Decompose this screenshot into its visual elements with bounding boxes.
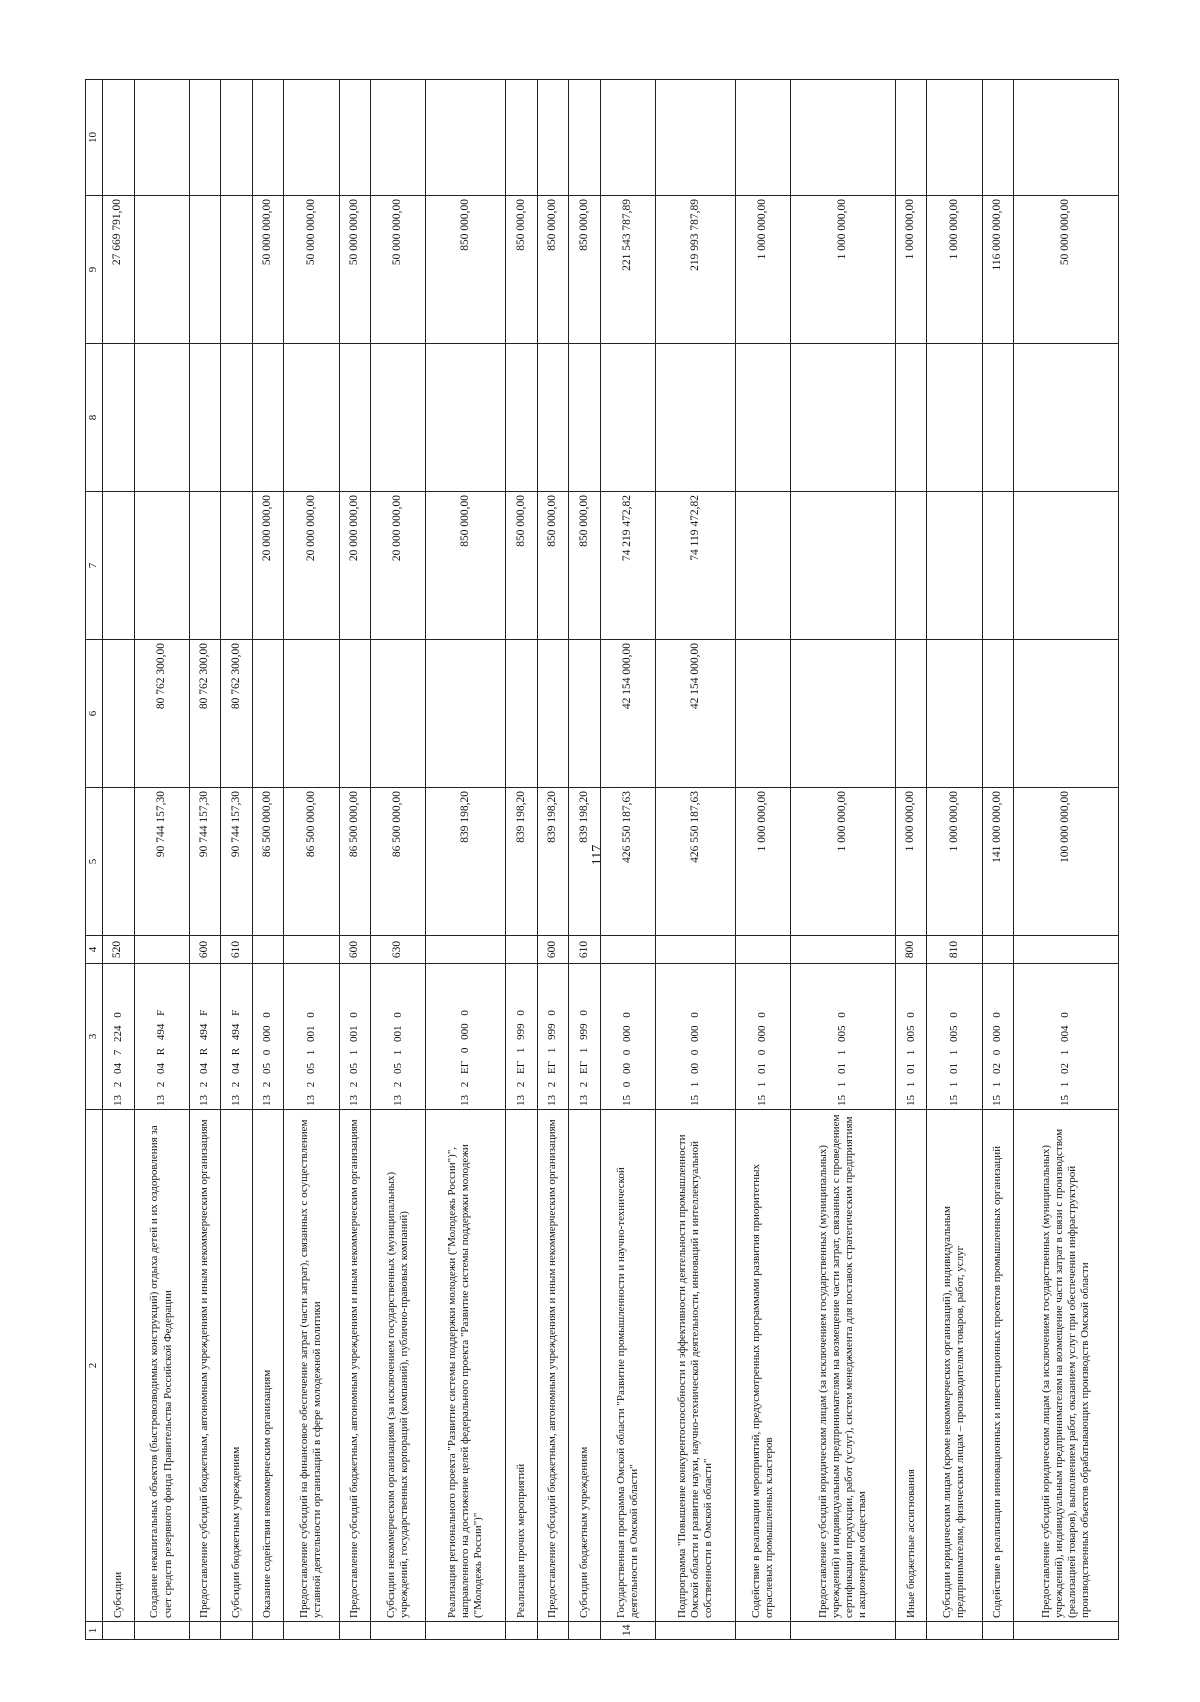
row-code: 15 1 01 1 005 0	[927, 964, 982, 1110]
row-col9-amount: 50 000 000,00	[371, 196, 426, 344]
row-col9-amount: 219 993 787,89	[656, 196, 736, 344]
row-col5-amount: 839 198,20	[569, 788, 601, 936]
row-col8-amount	[134, 344, 189, 492]
row-name: Субсидии некоммерческим организациям (за исключением государственных (муниципальных) учреждений, государственных корпораций (компаний), публично-правовых компаний)	[371, 1110, 426, 1622]
table-row	[284, 80, 339, 1640]
row-number	[371, 1622, 426, 1640]
row-col9-amount: 1 000 000,00	[927, 196, 982, 344]
row-col7-amount: 20 000 000,00	[252, 492, 284, 640]
row-number	[339, 1622, 371, 1640]
row-col9-amount: 50 000 000,00	[339, 196, 371, 344]
row-col8-amount	[791, 344, 896, 492]
row-name: Предоставление субсидий на финансовое обеспечение затрат (части затрат), связанных с осуществлением уставной деятельности организаций в сфере молодежной политики	[284, 1110, 339, 1622]
row-col8-amount	[927, 344, 982, 492]
row-name: Реализация регионального проекта "Развитие системы поддержки молодежи ("Молодежь России")", направленного на достижение целей федерального проекта "Развитие системы поддержки молодежи ("Молодежь России")"	[426, 1110, 506, 1622]
row-col8-amount	[221, 344, 253, 492]
row-col5-amount: 141 000 000,00	[982, 788, 1014, 936]
row-name: Иные бюджетные ассигнования	[895, 1110, 927, 1622]
row-col7-amount	[189, 492, 221, 640]
row-col5-amount: 86 500 000,00	[371, 788, 426, 936]
row-code: 13 2 04 R 494 F	[134, 964, 189, 1110]
table-row	[426, 80, 506, 1640]
row-col7-amount: 850 000,00	[506, 492, 538, 640]
row-col6-amount: 42 154 000,00	[600, 640, 655, 788]
row-col7-amount	[103, 492, 135, 640]
row-col5-amount: 90 744 157,30	[134, 788, 189, 936]
row-number	[791, 1622, 896, 1640]
row-col10-amount	[134, 80, 189, 196]
row-col5-amount: 86 500 000,00	[339, 788, 371, 936]
row-expense-type: 630	[371, 936, 426, 964]
page-number: 117	[590, 844, 605, 866]
header-col-6: 6	[86, 640, 103, 788]
row-col8-amount	[103, 344, 135, 492]
row-col7-amount	[927, 492, 982, 640]
table-row	[221, 80, 253, 1640]
row-col7-amount: 74 119 472,82	[656, 492, 736, 640]
row-col5-amount: 426 550 187,63	[656, 788, 736, 936]
row-col8-amount	[600, 344, 655, 492]
row-name: Предоставление субсидий бюджетным, автономным учреждениям и иным некоммерческим организациям	[339, 1110, 371, 1622]
row-col7-amount	[221, 492, 253, 640]
row-col9-amount: 850 000,00	[569, 196, 601, 344]
row-col6-amount	[339, 640, 371, 788]
row-code: 15 1 02 1 004 0	[1014, 964, 1119, 1110]
budget-table-page	[85, 80, 1119, 1640]
row-col6-amount	[569, 640, 601, 788]
table-row	[927, 80, 982, 1640]
row-col5-amount: 86 500 000,00	[284, 788, 339, 936]
row-col10-amount	[656, 80, 736, 196]
row-col6-amount: 80 762 300,00	[134, 640, 189, 788]
row-col5-amount: 90 744 157,30	[189, 788, 221, 936]
row-col6-amount	[927, 640, 982, 788]
row-col8-amount	[189, 344, 221, 492]
row-col10-amount	[1014, 80, 1119, 196]
row-col10-amount	[569, 80, 601, 196]
row-col9-amount: 116 000 000,00	[982, 196, 1014, 344]
header-col-5: 5	[86, 788, 103, 936]
row-code: 15 1 02 0 000 0	[982, 964, 1014, 1110]
row-col7-amount: 850 000,00	[537, 492, 569, 640]
row-code: 13 2 ЕГ 1 999 0	[569, 964, 601, 1110]
header-col-3: 3	[86, 964, 103, 1110]
row-number	[569, 1622, 601, 1640]
row-number	[927, 1622, 982, 1640]
row-col9-amount: 1 000 000,00	[735, 196, 790, 344]
row-col7-amount	[735, 492, 790, 640]
row-col5-amount: 839 198,20	[426, 788, 506, 936]
row-col9-amount	[221, 196, 253, 344]
table-row	[189, 80, 221, 1640]
row-expense-type: 810	[927, 936, 982, 964]
row-col6-amount	[103, 640, 135, 788]
row-col6-amount: 42 154 000,00	[656, 640, 736, 788]
row-expense-type: 610	[221, 936, 253, 964]
table-row	[735, 80, 790, 1640]
row-expense-type	[791, 936, 896, 964]
row-code: 13 2 04 R 494 F	[189, 964, 221, 1110]
row-code: 15 1 00 0 000 0	[656, 964, 736, 1110]
table-row	[134, 80, 189, 1640]
row-col8-amount	[284, 344, 339, 492]
table-row	[339, 80, 371, 1640]
row-col10-amount	[189, 80, 221, 196]
row-col7-amount: 20 000 000,00	[371, 492, 426, 640]
table-row	[506, 80, 538, 1640]
table-row	[569, 80, 601, 1640]
row-col8-amount	[426, 344, 506, 492]
row-expense-type	[735, 936, 790, 964]
row-expense-type: 600	[339, 936, 371, 964]
row-col6-amount	[426, 640, 506, 788]
row-col5-amount: 1 000 000,00	[927, 788, 982, 936]
table-row	[371, 80, 426, 1640]
row-col10-amount	[252, 80, 284, 196]
row-number: 14	[600, 1622, 655, 1640]
row-name: Содействие в реализации мероприятий, предусмотренных программами развития приоритетных отраслевых промышленных кластеров	[735, 1110, 790, 1622]
row-name: Предоставление субсидий юридическим лицам (за исключением государственных (муниципальных) учреждений), индивидуальным предпринимателям на возмещение части затрат в связи с производством (реализацией товаров), выполнением работ, оказанием услуг при обеспечении инфраструктурой производственных объектов обрабатывающих производств Омской области	[1014, 1110, 1119, 1622]
table-row	[600, 80, 655, 1640]
row-col7-amount	[791, 492, 896, 640]
row-col6-amount	[284, 640, 339, 788]
row-expense-type	[1014, 936, 1119, 964]
row-expense-type	[982, 936, 1014, 964]
header-col-8: 8	[86, 344, 103, 492]
row-col9-amount: 50 000 000,00	[252, 196, 284, 344]
row-expense-type	[600, 936, 655, 964]
row-name: Реализация прочих мероприятий	[506, 1110, 538, 1622]
row-col6-amount	[506, 640, 538, 788]
row-col9-amount: 1 000 000,00	[895, 196, 927, 344]
row-code: 13 2 ЕГ 0 000 0	[426, 964, 506, 1110]
row-col6-amount	[982, 640, 1014, 788]
row-col7-amount: 74 219 472,82	[600, 492, 655, 640]
row-number	[656, 1622, 736, 1640]
row-code: 15 1 01 1 005 0	[895, 964, 927, 1110]
row-col5-amount: 839 198,20	[506, 788, 538, 936]
table-row	[252, 80, 284, 1640]
row-col7-amount	[134, 492, 189, 640]
row-number	[506, 1622, 538, 1640]
row-name: Содействие в реализации инновационных и инвестиционных проектов промышленных организаций	[982, 1110, 1014, 1622]
row-expense-type: 610	[569, 936, 601, 964]
row-col9-amount: 50 000 000,00	[1014, 196, 1119, 344]
row-col5-amount: 90 744 157,30	[221, 788, 253, 936]
row-number	[982, 1622, 1014, 1640]
row-name: Предоставление субсидий бюджетным, автономным учреждениям и иным некоммерческим организациям	[537, 1110, 569, 1622]
row-col5-amount: 1 000 000,00	[895, 788, 927, 936]
row-col5-amount	[103, 788, 135, 936]
row-code: 13 2 05 1 001 0	[371, 964, 426, 1110]
row-col6-amount	[1014, 640, 1119, 788]
table-row	[1014, 80, 1119, 1640]
header-col-2: 2	[86, 1110, 103, 1622]
row-col10-amount	[103, 80, 135, 196]
row-name: Предоставление субсидий бюджетным, автономным учреждениям и иным некоммерческим организациям	[189, 1110, 221, 1622]
row-col8-amount	[506, 344, 538, 492]
row-col8-amount	[537, 344, 569, 492]
row-col10-amount	[927, 80, 982, 196]
header-row	[86, 80, 103, 1640]
row-expense-type	[426, 936, 506, 964]
row-col6-amount: 80 762 300,00	[221, 640, 253, 788]
row-expense-type	[252, 936, 284, 964]
row-number	[134, 1622, 189, 1640]
row-col10-amount	[791, 80, 896, 196]
row-col5-amount: 1 000 000,00	[735, 788, 790, 936]
row-col9-amount: 50 000 000,00	[284, 196, 339, 344]
row-code: 13 2 05 0 000 0	[252, 964, 284, 1110]
row-expense-type: 800	[895, 936, 927, 964]
row-name: Субсидии бюджетным учреждениям	[221, 1110, 253, 1622]
row-name: Предоставление субсидий юридическим лицам (за исключением государственных (муниципальных) учреждений) и индивидуальным предпринимателям на возмещение части затрат, связанных с проведением сертификации продукции, работ (услуг), систем менеджмента для поставок стратегическим предприятиям и акционерным обществам	[791, 1110, 896, 1622]
table-row	[656, 80, 736, 1640]
row-number	[252, 1622, 284, 1640]
row-col7-amount: 20 000 000,00	[339, 492, 371, 640]
row-code: 13 2 ЕГ 1 999 0	[537, 964, 569, 1110]
table-row	[537, 80, 569, 1640]
budget-table	[85, 79, 1119, 1640]
row-col10-amount	[735, 80, 790, 196]
table-row	[895, 80, 927, 1640]
row-code: 13 2 04 R 494 F	[221, 964, 253, 1110]
row-col8-amount	[252, 344, 284, 492]
row-col8-amount	[339, 344, 371, 492]
row-name: Субсидии юридическим лицам (кроме некоммерческих организаций), индивидуальным предпринимателям, физическим лицам – производителям товаров, работ, услуг	[927, 1110, 982, 1622]
row-code: 15 1 01 1 005 0	[791, 964, 896, 1110]
row-col5-amount: 100 000 000,00	[1014, 788, 1119, 936]
row-code: 13 2 05 1 001 0	[284, 964, 339, 1110]
row-col6-amount	[252, 640, 284, 788]
row-col7-amount	[895, 492, 927, 640]
row-name: Подпрограмма "Повышение конкурентоспособности и эффективности деятельности промышленности Омской области и развитие науки, научно-технической деятельности, инноваций и интеллектуальной собственности в Омской области"	[656, 1110, 736, 1622]
row-col9-amount: 850 000,00	[426, 196, 506, 344]
row-col9-amount: 1 000 000,00	[791, 196, 896, 344]
row-number	[1014, 1622, 1119, 1640]
row-col5-amount: 86 500 000,00	[252, 788, 284, 936]
row-col9-amount	[189, 196, 221, 344]
row-expense-type	[134, 936, 189, 964]
row-number	[284, 1622, 339, 1640]
row-col10-amount	[371, 80, 426, 196]
row-col9-amount: 850 000,00	[506, 196, 538, 344]
row-col8-amount	[982, 344, 1014, 492]
row-code: 15 0 00 0 000 0	[600, 964, 655, 1110]
row-col5-amount: 1 000 000,00	[791, 788, 896, 936]
row-col6-amount	[735, 640, 790, 788]
row-col9-amount: 221 543 787,89	[600, 196, 655, 344]
row-code: 15 1 01 0 000 0	[735, 964, 790, 1110]
row-code: 13 2 04 7 224 0	[103, 964, 135, 1110]
row-number	[735, 1622, 790, 1640]
row-number	[221, 1622, 253, 1640]
row-col9-amount: 850 000,00	[537, 196, 569, 344]
row-expense-type	[506, 936, 538, 964]
row-col10-amount	[537, 80, 569, 196]
row-col10-amount	[339, 80, 371, 196]
row-col10-amount	[284, 80, 339, 196]
row-number	[103, 1622, 135, 1640]
row-col8-amount	[569, 344, 601, 492]
row-col8-amount	[895, 344, 927, 492]
row-col6-amount	[791, 640, 896, 788]
row-col6-amount	[537, 640, 569, 788]
row-col10-amount	[895, 80, 927, 196]
header-col-7: 7	[86, 492, 103, 640]
table-row	[982, 80, 1014, 1640]
row-name: Создание некапитальных объектов (быстровозводимых конструкций) отдыха детей и их оздоровления за счет средств резервного фонда Правительства Российской Федерации	[134, 1110, 189, 1622]
row-col10-amount	[506, 80, 538, 196]
row-name: Субсидии	[103, 1110, 135, 1622]
row-col6-amount: 80 762 300,00	[189, 640, 221, 788]
header-col-1: 1	[86, 1622, 103, 1640]
row-col10-amount	[600, 80, 655, 196]
row-name: Субсидии бюджетным учреждениям	[569, 1110, 601, 1622]
row-expense-type: 600	[537, 936, 569, 964]
row-code: 13 2 05 1 001 0	[339, 964, 371, 1110]
row-col9-amount: 27 669 791,00	[103, 196, 135, 344]
row-name: Оказание содействия некоммерческим организациям	[252, 1110, 284, 1622]
row-col8-amount	[656, 344, 736, 492]
row-col10-amount	[221, 80, 253, 196]
row-expense-type: 520	[103, 936, 135, 964]
row-col7-amount	[982, 492, 1014, 640]
row-expense-type	[656, 936, 736, 964]
row-number	[426, 1622, 506, 1640]
header-col-4: 4	[86, 936, 103, 964]
row-col5-amount: 426 550 187,63	[600, 788, 655, 936]
row-col7-amount: 20 000 000,00	[284, 492, 339, 640]
row-number	[537, 1622, 569, 1640]
row-col8-amount	[1014, 344, 1119, 492]
row-col8-amount	[371, 344, 426, 492]
row-name: Государственная программа Омской области "Развитие промышленности и научно-технической деятельности в Омской области"	[600, 1110, 655, 1622]
row-col8-amount	[735, 344, 790, 492]
row-col6-amount	[371, 640, 426, 788]
row-code: 13 2 ЕГ 1 999 0	[506, 964, 538, 1110]
row-col7-amount	[1014, 492, 1119, 640]
row-col6-amount	[895, 640, 927, 788]
row-col7-amount: 850 000,00	[569, 492, 601, 640]
row-expense-type	[284, 936, 339, 964]
table-row	[103, 80, 135, 1640]
table-body	[103, 80, 1119, 1640]
row-col5-amount: 839 198,20	[537, 788, 569, 936]
row-col10-amount	[982, 80, 1014, 196]
header-col-10: 10	[86, 80, 103, 196]
row-number	[189, 1622, 221, 1640]
row-number	[895, 1622, 927, 1640]
table-row	[791, 80, 896, 1640]
row-col7-amount: 850 000,00	[426, 492, 506, 640]
row-col10-amount	[426, 80, 506, 196]
header-col-9: 9	[86, 196, 103, 344]
row-col9-amount	[134, 196, 189, 344]
row-expense-type: 600	[189, 936, 221, 964]
